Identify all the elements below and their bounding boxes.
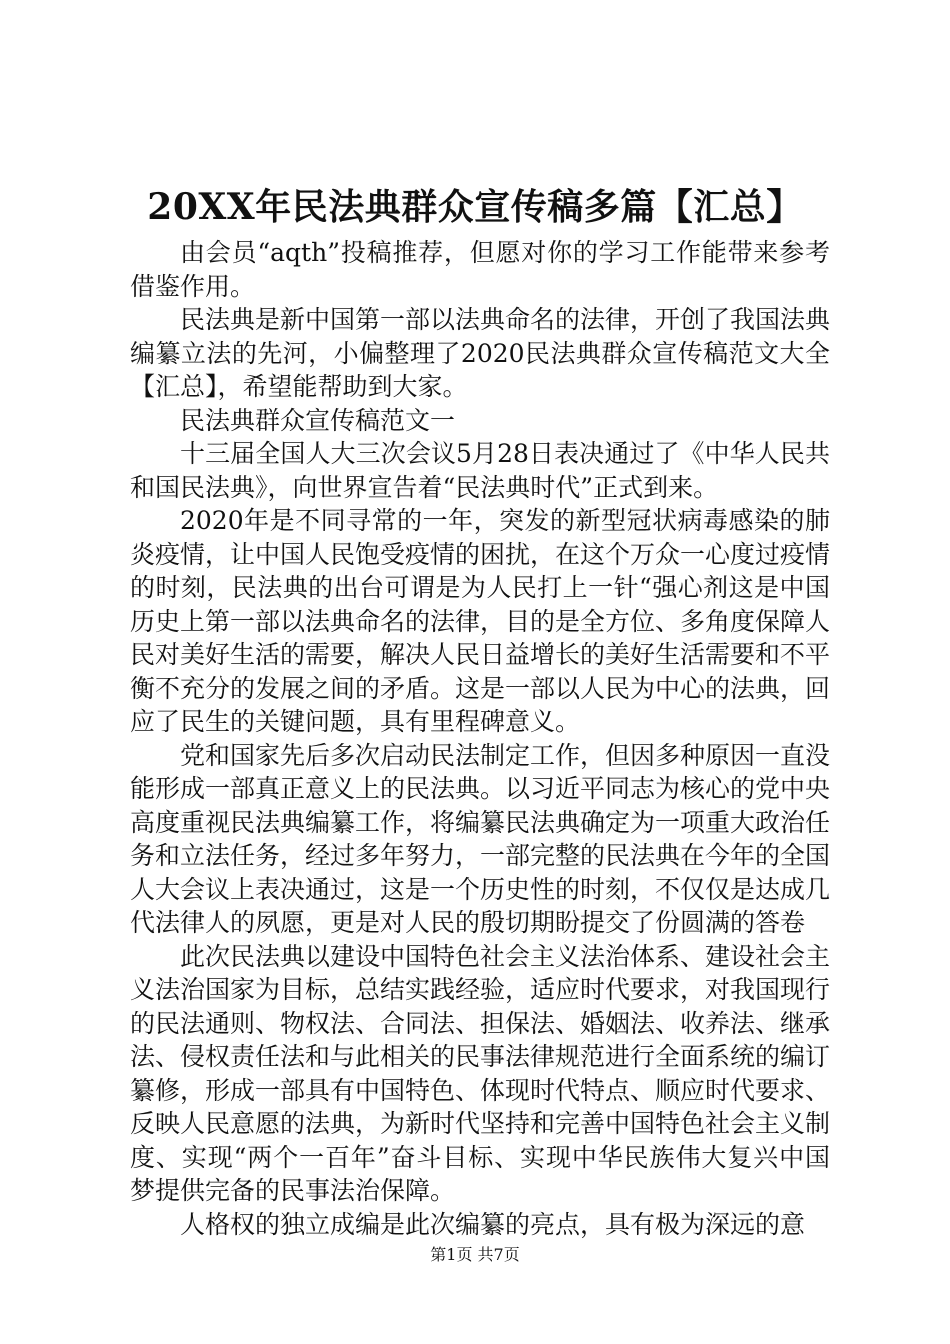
document-body bbox=[130, 236, 830, 1241]
paragraph: 十三届全国人大三次会议5月28日表决通过了《中华人民共和国民法典》，向世界宣告着“民法典时代”正式到来。 bbox=[130, 439, 830, 502]
paragraph: 2020年是不同寻常的一年，突发的新型冠状病毒感染的肺炎疫情，让中国人民饱受疫情的困扰，在这个万众一心度过疫情的时刻，民法典的出台可谓是为人民打上一针“强心剂这是中国历史上第一部以法典命名的法律，目的是全方位、多角度保障人民对美好生活的需要，解决人民日益增长的美好生活需要和不平衡不充分的发展之间的矛盾。这是一部以人民为中心的法典，回应了民生的关键问题，具有里程碑意义。 bbox=[130, 506, 831, 736]
paragraph-intro: 由会员“aqth”投稿推荐，但愿对你的学习工作能带来参考借鉴作用。 bbox=[130, 238, 830, 301]
page-footer: 第1页 共7页 bbox=[430, 1245, 520, 1264]
paragraph-summary: 民法典是新中国第一部以法典命名的法律，开创了我国法典编纂立法的先河，小偏整理了2020民法典群众宣传稿范文大全【汇总】，希望能帮助到大家。 bbox=[130, 305, 831, 401]
paragraph: 此次民法典以建设中国特色社会主义法治体系、建设社会主义法治国家为目标，总结实践经验，适应时代要求，对我国现行的民法通则、物权法、合同法、担保法、婚姻法、收养法、继承法、侵权责任法和与此相关的民事法律规范进行全面系统的编订纂修，形成一部具有中国特色、体现时代特点、顺应时代要求、反映人民意愿的法典，为新时代坚持和完善中国特色社会主义制度、实现“两个一百年”奋斗目标、实现中华民族伟大复兴中国梦提供完备的民事法治保障。 bbox=[130, 941, 831, 1205]
paragraph: 党和国家先后多次启动民法制定工作，但因多种原因一直没能形成一部真正意义上的民法典。以习近平同志为核心的党中央高度重视民法典编纂工作，将编纂民法典确定为一项重大政治任务和立法任务，经过多年努力，一部完整的民法典在今年的全国人大会议上表决通过，这是一个历史性的时刻，不仅仅是达成几代法律人的夙愿，更是对人民的殷切期盼提交了份圆满的答卷 bbox=[130, 740, 831, 937]
paragraph: 人格权的独立成编是此次编纂的亮点，具有极为深远的意 bbox=[180, 1209, 806, 1239]
document-title: 20XX年民法典群众宣传稿多篇【汇总】 bbox=[147, 186, 803, 228]
section-heading: 民法典群众宣传稿范文一 bbox=[180, 405, 456, 435]
